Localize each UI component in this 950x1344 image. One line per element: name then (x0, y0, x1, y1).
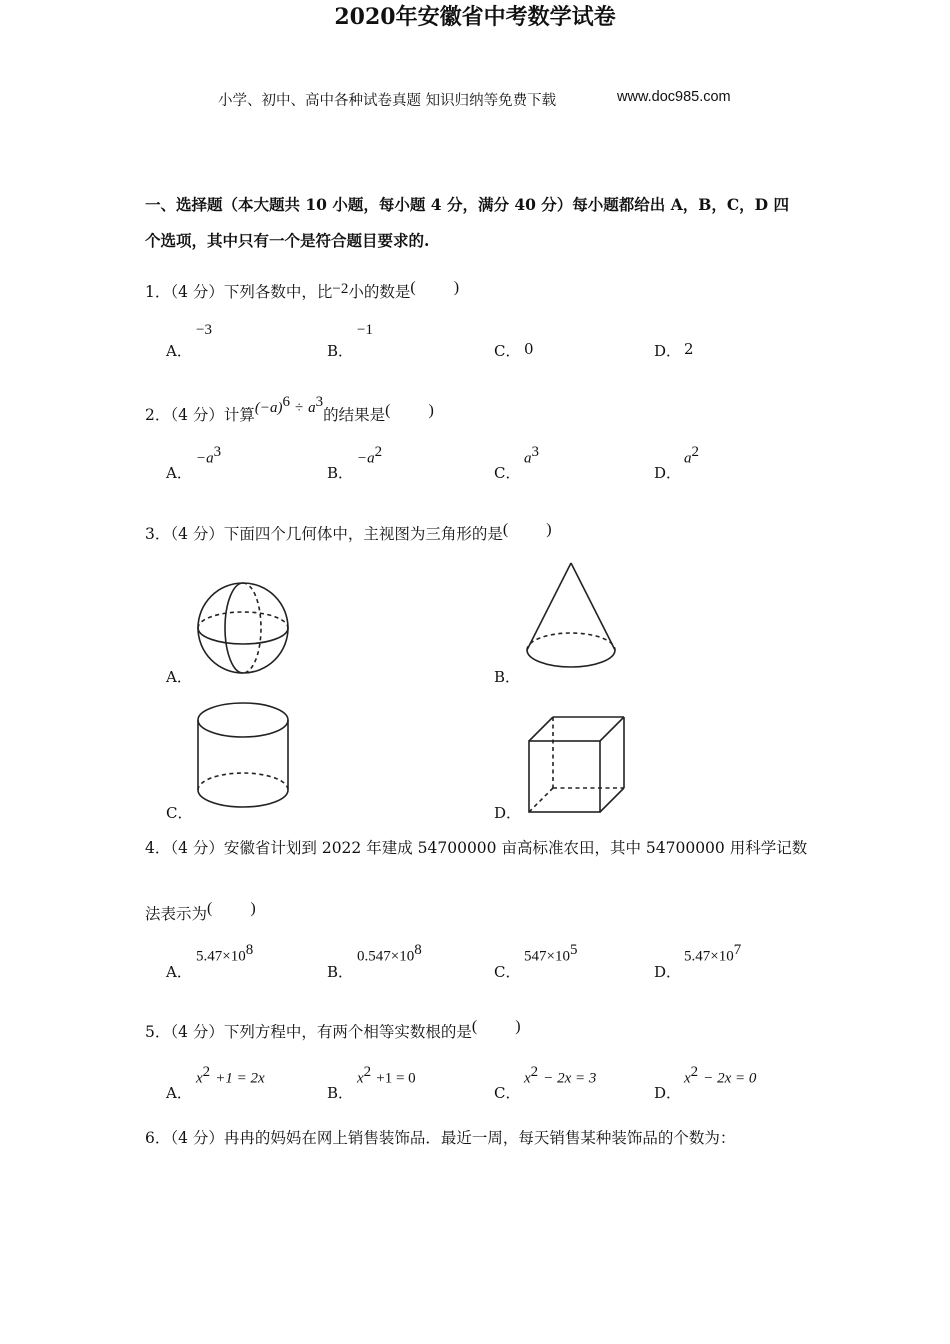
option-label: D． (494, 804, 522, 822)
question-1: 1．（4 分）下列各数中，比−2小的数是( ) (145, 279, 460, 301)
section-heading-line1: 一、选择题（本大题共 10 小题，每小题 4 分，满分 40 分）每小题都给出 A，B，C，D 四 (145, 195, 790, 214)
answer-paren-open: ( (471, 1018, 478, 1035)
option-label: B． (327, 963, 354, 981)
question-6: 6．（4 分）冉冉的妈妈在网上销售装饰品．最近一周，每天销售某种装饰品的个数为： (145, 1129, 736, 1147)
option-label: C． (494, 342, 521, 360)
option-label: C． (166, 804, 193, 822)
answer-paren-close: ) (515, 1018, 521, 1035)
sphere-figure (196, 580, 294, 676)
answer-paren-close: ) (546, 521, 552, 538)
option-value: $5.47\times 10^7$ (684, 942, 742, 965)
option-label: B． (494, 668, 521, 686)
option-label: D． (654, 963, 682, 981)
option-value: $-a^2$ (357, 444, 383, 467)
answer-paren-open: ( (385, 402, 391, 420)
question-number: 4．（4 分） (145, 839, 224, 857)
option-value: $5.47\times 10^8$ (196, 942, 254, 965)
option-value: 0 (524, 340, 534, 358)
option-value: −3 (196, 322, 212, 338)
cube-figure (527, 715, 629, 817)
option-label: C． (494, 464, 521, 482)
header-url[interactable]: www.doc985.com (617, 89, 731, 105)
option-label: B． (327, 1084, 354, 1102)
answer-paren-close: ) (250, 900, 256, 917)
option-value: $x^2 +1 = 2x$ (196, 1064, 265, 1087)
question-number: 5．（4 分） (145, 1023, 224, 1041)
option-label: D． (654, 464, 682, 482)
question-number: 2．（4 分） (145, 406, 224, 425)
option-label: A． (166, 464, 192, 482)
option-label: A． (166, 342, 192, 360)
option-label: D． (654, 342, 682, 360)
answer-paren-close: ) (453, 279, 460, 296)
option-label: C． (494, 963, 521, 981)
answer-paren-open: ( (502, 521, 509, 538)
question-5: 5．（4 分）下列方程中，有两个相等实数根的是( ) (145, 1018, 521, 1041)
header-note: 小学、初中、高中各种试卷真题 知识归纳等免费下载 (218, 93, 557, 109)
question-4-line2: 法表示为( ) (145, 900, 256, 923)
answer-paren-open: ( (410, 279, 416, 296)
answer-paren-close: ) (428, 402, 434, 420)
question-number: 3．（4 分） (145, 525, 224, 543)
page-title: 2020年安徽省中考数学试卷 (334, 4, 616, 30)
question-2: 2．（4 分）计算$(-a)^6 \div a^3$的结果是( ) (145, 394, 434, 425)
option-value: $0.547\times 10^8$ (357, 942, 422, 965)
option-label: C． (494, 1084, 521, 1102)
cylinder-figure (196, 700, 294, 816)
cone-figure (524, 560, 622, 680)
option-label: B． (327, 342, 354, 360)
option-value: −1 (357, 322, 373, 338)
question-3: 3．（4 分）下面四个几何体中，主视图为三角形的是( ) (145, 521, 552, 543)
option-value: $a^3$ (524, 444, 539, 467)
answer-paren-open: ( (207, 900, 213, 917)
option-value: $-a^3$ (196, 444, 222, 467)
option-value: 2 (684, 340, 694, 358)
question-number: 6．（4 分） (145, 1129, 224, 1147)
option-label: A． (166, 668, 192, 686)
option-value: $547\times 10^5$ (524, 942, 578, 965)
question-4: 4．（4 分）安徽省计划到 2022 年建成 54700000 亩高标准农田，其中 54700000 用科学记数 (145, 839, 808, 857)
option-value: $a^2$ (684, 444, 699, 467)
option-label: A． (166, 963, 192, 981)
option-label: D． (654, 1084, 682, 1102)
math-expression: −2 (332, 281, 349, 297)
option-value: $x^2 - 2x = 0$ (684, 1064, 757, 1087)
option-value: $x^2 - 2x = 3$ (524, 1064, 597, 1087)
option-label: B． (327, 464, 354, 482)
section-heading-line2: 个选项，其中只有一个是符合题目要求的. (145, 231, 430, 250)
option-label: A． (166, 1084, 192, 1102)
question-number: 1．（4 分） (145, 283, 224, 301)
option-value: $x^2 +1 = 0$ (357, 1064, 416, 1087)
